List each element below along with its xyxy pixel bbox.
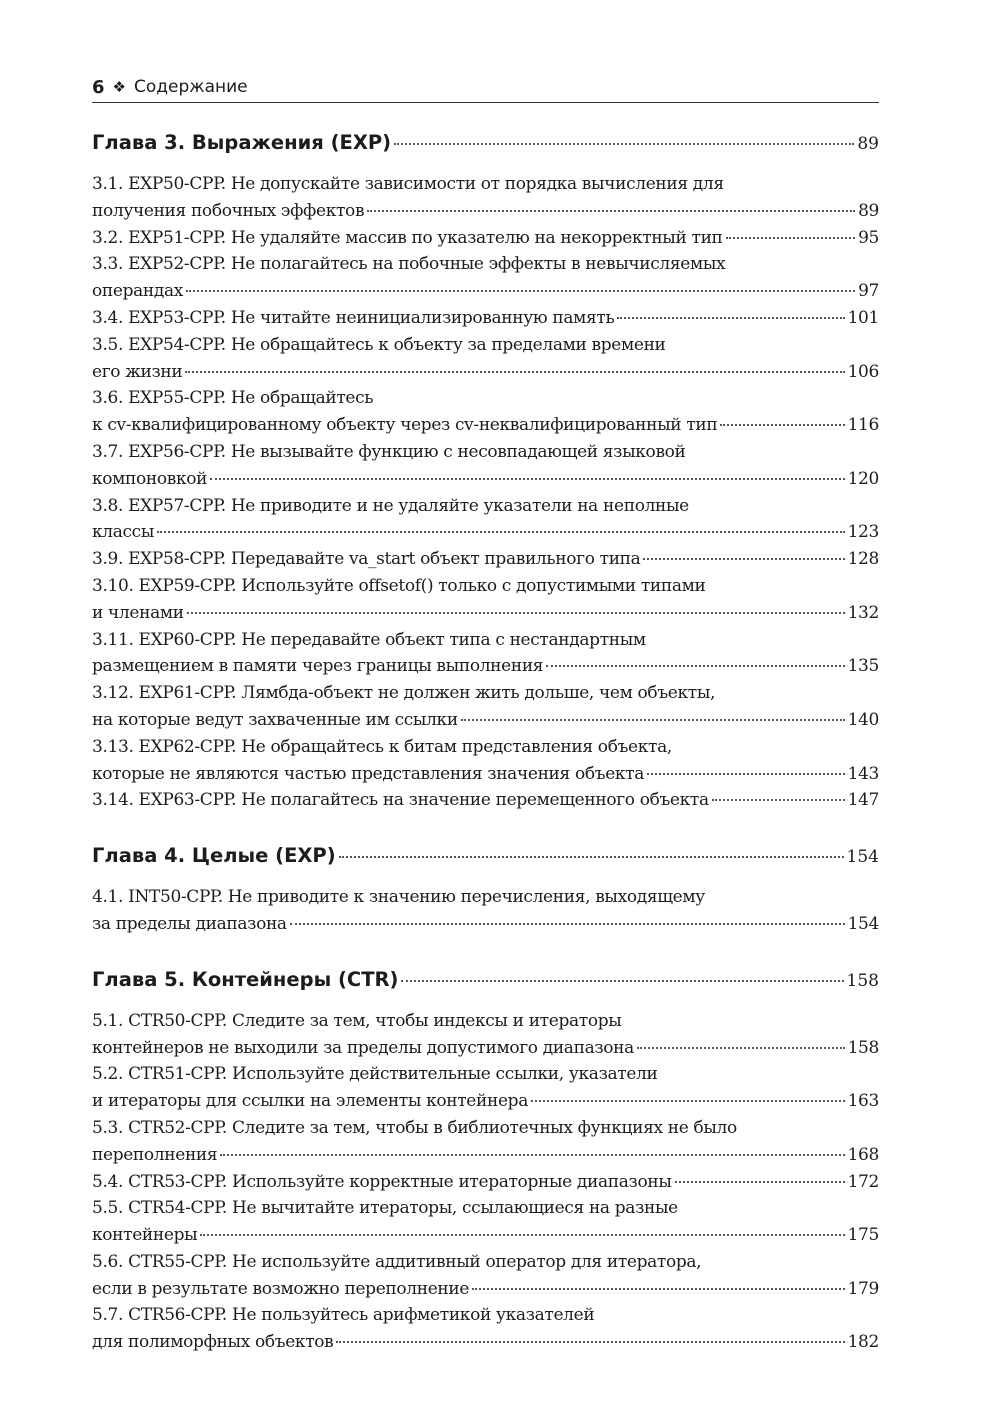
dot-leader <box>617 317 844 319</box>
dot-leader <box>210 478 844 480</box>
toc-entry <box>92 1061 879 1115</box>
chapter-heading <box>92 841 879 872</box>
entry-page-number: 123 <box>847 522 879 543</box>
entry-last-line <box>92 1035 879 1062</box>
toc-entry <box>92 573 879 627</box>
toc-entry <box>92 627 879 681</box>
chapter-page-number: 158 <box>846 970 879 991</box>
dot-leader <box>472 1288 845 1290</box>
dot-leader <box>637 1047 845 1049</box>
entry-page-number: 106 <box>847 361 879 382</box>
entry-page-number: 175 <box>847 1225 879 1246</box>
entry-title-text: размещением в памяти через границы выполнения <box>92 656 544 677</box>
dot-leader <box>712 799 845 801</box>
toc-entry <box>92 493 879 547</box>
entry-last-line <box>92 787 879 814</box>
page-number: 6 <box>92 76 105 98</box>
entry-page-number: 154 <box>847 913 879 934</box>
dot-leader <box>186 290 855 292</box>
entry-title-line: 3.3. EXP52-CPP. Не полагайтесь на побочные эффекты в невычисляемых <box>92 254 726 275</box>
toc-entry <box>92 305 879 332</box>
entry-page-number: 163 <box>847 1091 879 1112</box>
entry-title-text: 5.4. CTR53-CPP. Используйте корректные итераторные диапазоны <box>92 1171 672 1192</box>
entry-page-number: 135 <box>847 656 879 677</box>
toc-entry <box>92 1169 879 1196</box>
entry-page-number: 182 <box>847 1332 879 1353</box>
entry-last-line <box>92 1142 879 1169</box>
dot-leader <box>647 773 845 775</box>
toc-entry <box>92 787 879 814</box>
entry-last-line <box>92 1222 879 1249</box>
entry-last-line <box>92 278 879 305</box>
chapter-title: Глава 3. Выражения (EXP) <box>92 131 392 154</box>
dot-leader <box>720 424 844 426</box>
entry-title-text: переполнения <box>92 1144 218 1165</box>
entry-page-number: 143 <box>847 763 879 784</box>
dot-leader <box>531 1100 845 1102</box>
entry-last-line <box>92 305 879 332</box>
entry-last-line <box>92 600 879 627</box>
entry-title-text: 3.2. EXP51-CPP. Не удаляйте массив по указателю на некорректный тип <box>92 227 723 248</box>
entry-title-line: 5.6. CTR55-CPP. Не используйте аддитивный оператор для итератора, <box>92 1251 702 1272</box>
entry-title-line: 3.12. EXP61-CPP. Лямбда-объект не должен жить дольше, чем объекты, <box>92 683 716 704</box>
dot-leader <box>675 1181 845 1183</box>
entry-title-line: 3.13. EXP62-CPP. Не обращайтесь к битам представления объекта, <box>92 736 672 757</box>
chapter-heading <box>92 965 879 996</box>
ornament-icon: ❖ <box>112 78 126 96</box>
entry-last-line <box>92 1276 879 1303</box>
entry-title-text: 3.14. EXP63-CPP. Не полагайтесь на значение перемещенного объекта <box>92 790 709 811</box>
entry-title-line: 3.1. EXP50-CPP. Не допускайте зависимости от порядка вычисления для <box>92 174 724 194</box>
dot-leader <box>336 1341 844 1343</box>
toc-entry <box>92 1115 879 1169</box>
entry-title-text: контейнеры <box>92 1225 198 1246</box>
entry-title-text: если в результате возможно переполнение <box>92 1278 470 1299</box>
dot-leader <box>185 371 844 373</box>
toc-entry <box>92 1302 879 1356</box>
entry-title-text: операндах <box>92 281 184 302</box>
dot-leader <box>643 558 844 560</box>
entry-title-line: 3.6. EXP55-CPP. Не обращайтесь <box>92 388 374 409</box>
toc-chapter <box>92 841 879 938</box>
dot-leader <box>461 719 845 721</box>
entry-page-number: 97 <box>858 281 879 302</box>
dot-leader <box>200 1234 844 1236</box>
toc-entry <box>92 680 879 734</box>
entry-title-line: 3.7. EXP56-CPP. Не вызывайте функцию с несовпадающей языковой <box>92 441 686 462</box>
toc-entry <box>92 385 879 439</box>
entry-title-text: за пределы диапазона <box>92 913 287 934</box>
entry-title-text: и итераторы для ссылки на элементы контейнера <box>92 1091 528 1112</box>
entry-title-line: 4.1. INT50-CPP. Не приводите к значению перечисления, выходящему <box>92 887 705 908</box>
toc-entry <box>92 1195 879 1249</box>
entry-title-line: 3.10. EXP59-CPP. Используйте offsetof() только с допустимыми типами <box>92 575 706 596</box>
toc-entry <box>92 1249 879 1303</box>
dot-leader <box>290 923 845 925</box>
entry-last-line <box>92 412 879 439</box>
entry-page-number: 128 <box>847 549 879 570</box>
entry-last-line <box>92 1329 879 1356</box>
entry-title-line: 3.8. EXP57-CPP. Не приводите и не удаляйте указатели на неполные <box>92 495 689 516</box>
entry-title-line: 5.7. CTR56-CPP. Не пользуйтесь арифметикой указателей <box>92 1305 595 1326</box>
toc-chapter <box>92 965 879 1356</box>
running-head <box>92 72 879 103</box>
dot-leader <box>726 237 856 239</box>
dot-leader <box>546 665 844 667</box>
section-title: Содержание <box>133 77 248 97</box>
entry-last-line <box>92 1088 879 1115</box>
toc-entry <box>92 439 879 493</box>
chapter-title: Глава 4. Целые (EXP) <box>92 844 336 868</box>
entry-last-line <box>92 198 879 225</box>
entry-last-line <box>92 1169 879 1196</box>
entry-title-text: для полиморфных объектов <box>92 1332 334 1353</box>
toc-entry <box>92 225 879 252</box>
entry-last-line <box>92 653 879 680</box>
entry-title-line: 5.2. CTR51-CPP. Используйте действительные ссылки, указатели <box>92 1064 658 1085</box>
entry-page-number: 168 <box>847 1144 879 1165</box>
entry-title-text: 3.4. EXP53-CPP. Не читайте неинициализированную память <box>92 307 615 328</box>
entry-title-line: 5.5. CTR54-CPP. Не вычитайте итераторы, ссылающиеся на разные <box>92 1198 678 1219</box>
entry-last-line <box>92 519 879 546</box>
dot-leader <box>367 210 855 212</box>
entry-page-number: 172 <box>847 1171 879 1192</box>
entry-page-number: 140 <box>847 709 879 730</box>
entry-title-text: компоновкой <box>92 468 208 489</box>
entry-page-number: 179 <box>847 1278 879 1299</box>
entry-title-text: контейнеров не выходили за пределы допустимого диапазона <box>92 1037 634 1058</box>
chapter-heading <box>92 128 879 159</box>
entry-page-number: 101 <box>847 307 879 328</box>
entry-title-line: 3.5. EXP54-CPP. Не обращайтесь к объекту за пределами времени <box>92 334 666 355</box>
dot-leader <box>220 1154 844 1156</box>
entry-title-line: 5.3. CTR52-CPP. Следите за тем, чтобы в библиотечных функциях не было <box>92 1117 737 1138</box>
toc-entry <box>92 332 879 386</box>
entry-page-number: 132 <box>847 602 879 623</box>
entry-last-line <box>92 359 879 386</box>
entry-last-line <box>92 546 879 573</box>
entry-last-line <box>92 761 879 788</box>
entry-title-text: на которые ведут захваченные им ссылки <box>92 709 458 730</box>
entry-last-line <box>92 225 879 252</box>
entry-page-number: 89 <box>858 200 879 221</box>
chapter-title: Глава 5. Контейнеры (CTR) <box>92 967 399 991</box>
entry-page-number: 120 <box>847 468 879 489</box>
entry-last-line <box>92 466 879 493</box>
entry-title-text: к cv-квалифицированному объекту через cv-неквалифицированный тип <box>92 415 718 436</box>
entry-title-text: и членами <box>92 602 184 623</box>
entry-page-number: 158 <box>847 1037 879 1058</box>
dot-leader <box>339 856 844 858</box>
entry-page-number: 116 <box>847 415 879 436</box>
entry-title-text: классы <box>92 522 155 543</box>
dot-leader <box>401 980 843 982</box>
toc-entry <box>92 251 879 305</box>
toc-entry <box>92 884 879 938</box>
entry-page-number: 147 <box>847 790 879 811</box>
toc-chapter <box>92 128 879 814</box>
entry-title-line: 3.11. EXP60-CPP. Не передавайте объект типа с нестандартным <box>92 629 646 650</box>
toc-entry <box>92 546 879 573</box>
entry-last-line <box>92 707 879 734</box>
toc-entry <box>92 734 879 788</box>
entry-title-line: 5.1. CTR50-CPP. Следите за тем, чтобы индексы и итераторы <box>92 1010 622 1031</box>
chapter-page-number: 154 <box>846 847 879 868</box>
dot-leader <box>157 531 845 533</box>
entry-title-text: его жизни <box>92 361 183 382</box>
toc-entry <box>92 171 879 225</box>
entry-title-text: получения побочных эффектов <box>92 200 365 221</box>
dot-leader <box>394 143 854 145</box>
entry-title-text: которые не являются частью представления значения объекта <box>92 763 645 784</box>
entry-last-line <box>92 911 879 938</box>
dot-leader <box>187 612 845 614</box>
table-of-contents <box>92 128 879 1383</box>
chapter-page-number: 89 <box>857 134 879 154</box>
toc-entry <box>92 1008 879 1062</box>
entry-page-number: 95 <box>858 227 879 248</box>
entry-title-text: 3.9. EXP58-CPP. Передавайте va_start объект правильного типа <box>92 549 641 570</box>
